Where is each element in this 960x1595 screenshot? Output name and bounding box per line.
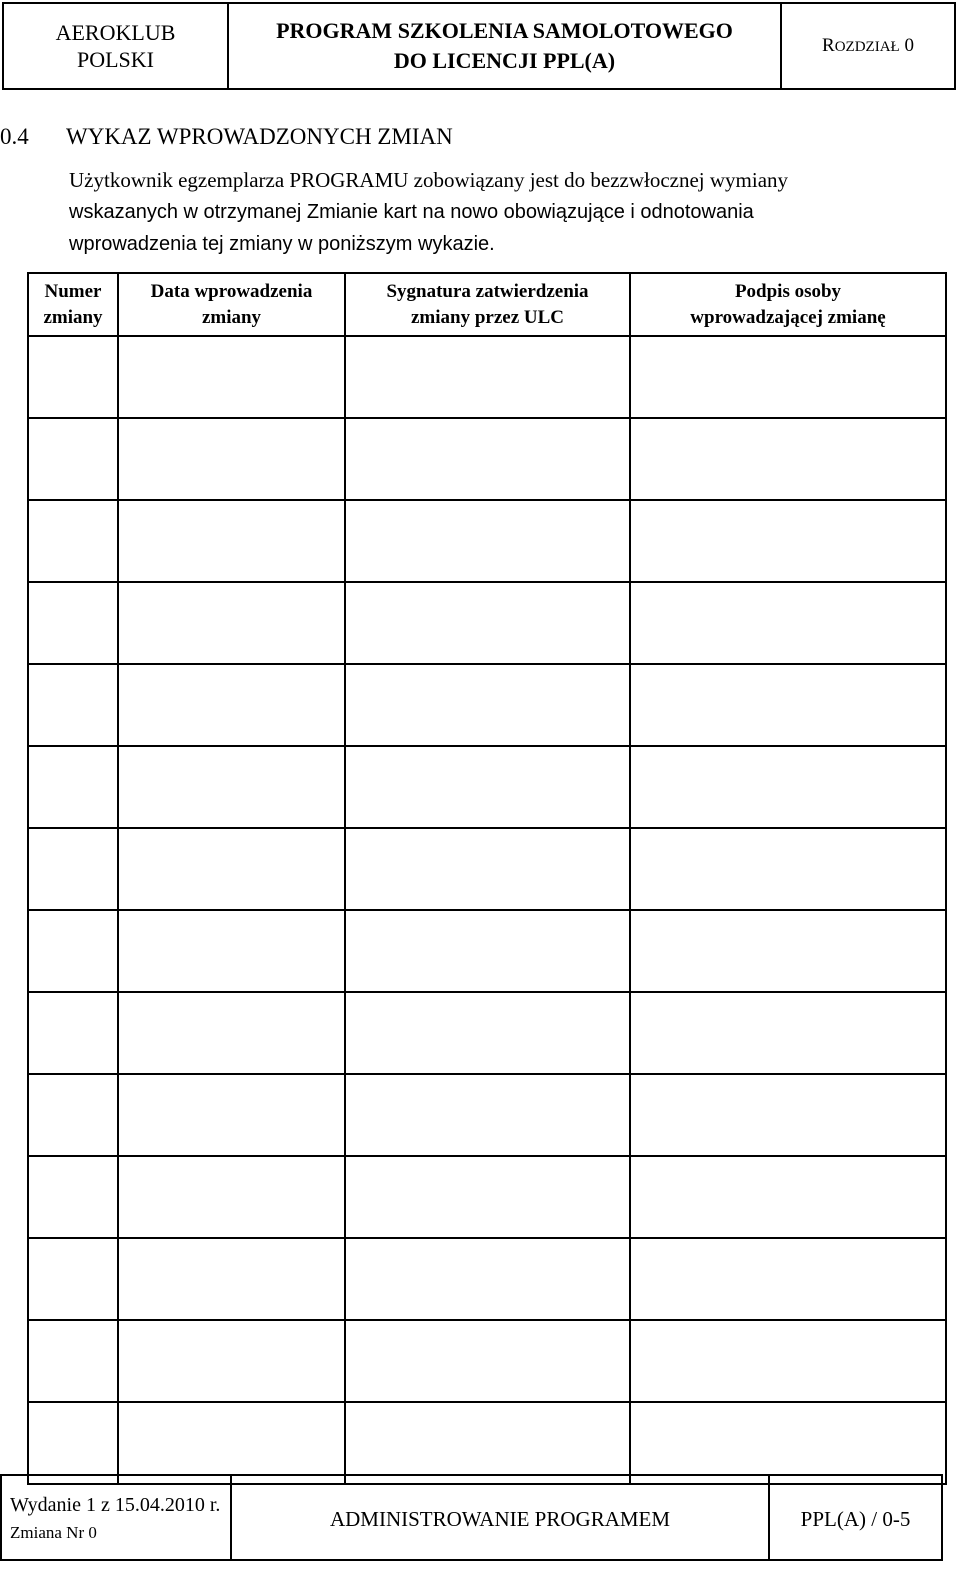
table-cell: [630, 582, 946, 664]
page-header: [2, 2, 956, 90]
title-line-1: PROGRAM SZKOLENIA SAMOLOTOWEGO: [276, 18, 733, 43]
table-cell: [28, 746, 118, 828]
table-cell: [28, 1402, 118, 1484]
table-row: [28, 582, 946, 664]
table-cell: [118, 1320, 345, 1402]
table-cell: [28, 1074, 118, 1156]
column-header-entry-date: Data wprowadzenia zmiany: [118, 273, 345, 336]
edition-info: [2, 1476, 232, 1559]
table-row: [28, 1156, 946, 1238]
table-cell: [345, 910, 630, 992]
table-cell: [118, 1156, 345, 1238]
organization-name: [4, 4, 229, 88]
table-cell: [118, 828, 345, 910]
table-row: [28, 992, 946, 1074]
table-cell: [345, 1402, 630, 1484]
table-cell: [630, 746, 946, 828]
table-cell: [118, 418, 345, 500]
table-row: [28, 910, 946, 992]
intro-line-3: wprowadzenia tej zmiany w poniższym wykazie.: [69, 233, 495, 255]
document-title: [229, 4, 782, 88]
table-cell: [118, 910, 345, 992]
table-row: [28, 418, 946, 500]
table-row: [28, 1320, 946, 1402]
table-row: [28, 664, 946, 746]
table-cell: [28, 336, 118, 418]
table-cell: [630, 1320, 946, 1402]
table-cell: [118, 582, 345, 664]
table-row: [28, 336, 946, 418]
chapter-number: 0: [904, 35, 914, 56]
table-cell: [28, 418, 118, 500]
org-line-1: AEROKLUB: [55, 20, 176, 45]
table-cell: [630, 1074, 946, 1156]
chapter-initial: R: [822, 35, 835, 56]
footer-section-title: ADMINISTROWANIE PROGRAMEM: [232, 1476, 770, 1559]
table-cell: [345, 1238, 630, 1320]
table-row: [28, 746, 946, 828]
table-cell: [345, 1156, 630, 1238]
table-cell: [28, 1238, 118, 1320]
intro-line-2: wskazanych w otrzymanej Zmianie kart na nowo obowiązujące i odnotowania: [69, 201, 754, 223]
table-cell: [345, 336, 630, 418]
table-cell: [345, 746, 630, 828]
table-row: [28, 1074, 946, 1156]
section-title: WYKAZ WPROWADZONYCH ZMIAN: [66, 124, 453, 149]
table-cell: [630, 500, 946, 582]
table-cell: [345, 500, 630, 582]
table-cell: [118, 1074, 345, 1156]
table-row: [28, 828, 946, 910]
table-cell: [345, 418, 630, 500]
table-cell: [630, 336, 946, 418]
table-cell: [28, 1156, 118, 1238]
table-cell: [345, 992, 630, 1074]
section-number: 0.4: [0, 124, 29, 149]
table-cell: [630, 992, 946, 1074]
table-cell: [345, 1074, 630, 1156]
table-cell: [630, 828, 946, 910]
org-line-2: POLSKI: [76, 47, 154, 72]
table-cell: [345, 582, 630, 664]
table-cell: [28, 664, 118, 746]
table-cell: [118, 664, 345, 746]
table-cell: [630, 1402, 946, 1484]
table-cell: [630, 418, 946, 500]
table-header-row: [28, 273, 946, 336]
table-row: [28, 1238, 946, 1320]
edition-date: Wydanie 1 z 15.04.2010 r.: [10, 1493, 221, 1516]
table-cell: [118, 746, 345, 828]
table-cell: [630, 910, 946, 992]
table-cell: [118, 336, 345, 418]
table-cell: [118, 500, 345, 582]
table-cell: [345, 1320, 630, 1402]
table-cell: [345, 828, 630, 910]
table-cell: [630, 664, 946, 746]
intro-line-1: Użytkownik egzemplarza PROGRAMU zobowiązany jest do bezzwłocznej wymiany: [69, 168, 789, 192]
intro-paragraph: [69, 164, 949, 260]
table-cell: [118, 1402, 345, 1484]
table-row: [28, 1402, 946, 1484]
table-cell: [28, 500, 118, 582]
table-cell: [28, 1320, 118, 1402]
column-header-change-number: Numer zmiany: [28, 273, 118, 336]
table-cell: [630, 1156, 946, 1238]
changes-table: [27, 272, 947, 1485]
chapter-word: OZDZIAŁ: [834, 39, 900, 55]
table-cell: [118, 1238, 345, 1320]
column-header-signer: Podpis osoby wprowadzającej zmianę: [630, 273, 946, 336]
table-cell: [28, 582, 118, 664]
table-cell: [28, 828, 118, 910]
table-cell: [630, 1238, 946, 1320]
table-cell: [118, 992, 345, 1074]
table-cell: [28, 992, 118, 1074]
amendment-number: Zmiana Nr 0: [10, 1522, 97, 1542]
table-cell: [28, 910, 118, 992]
section-heading: [0, 124, 453, 150]
table-cell: [345, 664, 630, 746]
page-footer: [0, 1474, 943, 1561]
title-line-2: DO LICENCJI PPL(A): [393, 48, 616, 73]
table-row: [28, 500, 946, 582]
column-header-approval-signature: Sygnatura zatwierdzenia zmiany przez ULC: [345, 273, 630, 336]
page-number: PPL(A) / 0-5: [800, 1507, 911, 1531]
chapter-label: [782, 4, 954, 88]
